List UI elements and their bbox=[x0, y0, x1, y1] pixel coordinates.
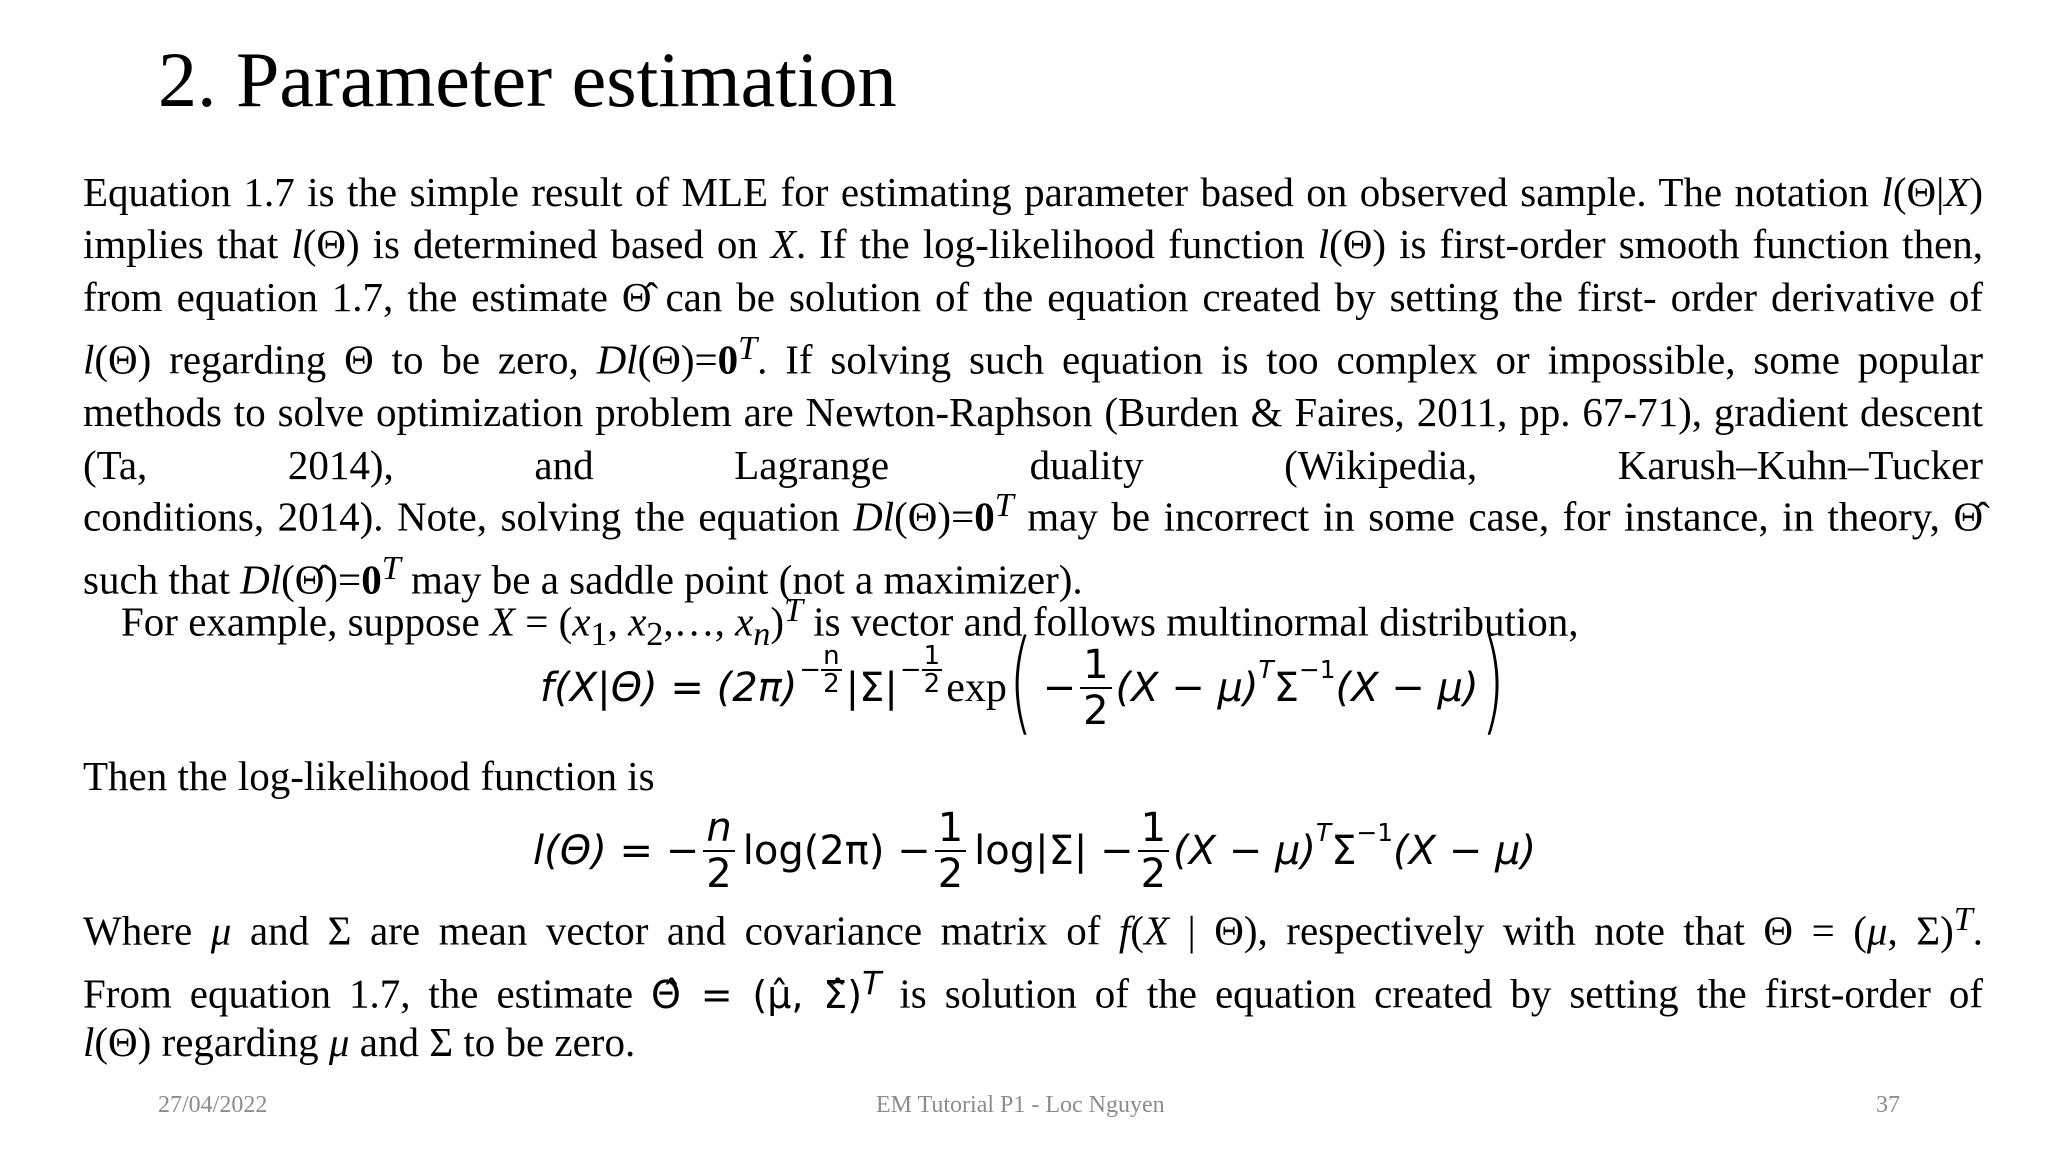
page-number: 37 bbox=[1876, 1092, 1900, 1118]
footer-date: 27/04/2022 bbox=[158, 1092, 268, 1118]
theta-hat: Θ̂ bbox=[621, 273, 652, 320]
footer-title: EM Tutorial P1 - Loc Nguyen bbox=[876, 1092, 1165, 1118]
then-line: Then the log-likelihood function is bbox=[83, 753, 655, 799]
paragraph-where: Where μ and Σ are mean vector and covariance matrix of f(X | Θ), respectively with note that Θ = (μ, Σ)$^T$. bbox=[83, 901, 1984, 954]
paragraph-from: From equation 1.7, the estimate Θ̂ = (μ̂, Σ̂)$^T$ is solution of the equation created by setting the first-order of bbox=[83, 966, 1983, 1017]
paragraph-mle: Equation 1.7 is the simple result of MLE for estimating parameter based on observed sample. The notation l(Θ|X) implies that l(Θ) is determined based on X. If the log-likelihood function l(Θ) is first-order smooth function then, from equation 1.7, the estimate Θ̂ can be solution of the equation created by setting the first- order derivative of l(Θ) regarding Θ to be zero, $Dl(\Theta)=0^T$. If solving such equation is too complex or impossible, some popular methods to solve optimization problem are Newton-Raphson (Burden & Faires, 2011, pp. 67-71), gradient descent (Ta, 2014), and Lagrange duality (Wikipedia, Karush–Kuhn–Tucker bbox=[83, 169, 1984, 488]
paragraph-mle-continued: conditions, 2014). Note, solving the equation $Dl(\Theta)=0^T$ may be incorrect in some case, for instance, in theory, Θ̂ such that $Dl(\Thetâ)=0^T$ may be a saddle point (not a maximizer). bbox=[83, 487, 1984, 603]
slide-title: 2. Parameter estimation bbox=[158, 36, 897, 123]
last-line: l(Θ) regarding μ and Σ to be zero. bbox=[83, 1019, 636, 1065]
equation-loglik: l(Θ) = − $\frac{n}{2}$ log(2π) − $\frac{1}{2}$ log|Σ| − $\frac{1}{2}$ (X − μ) T Σ −1 (X − μ) bbox=[533, 805, 1537, 897]
equation-pdf: f(X|Θ) = (2π) − $\frac{n}{2}$ |Σ| − $\frac{1}{2}$ exp ( − $\frac{1}{2}$ (X − μ) T Σ −1 (X − μ) ) bbox=[540, 617, 1505, 747]
example-line: For example, suppose $X = (x_1$, $x_2,\dots$, $x_n)^T$ is vector and follows multinormal distribution, bbox=[121, 592, 1579, 653]
